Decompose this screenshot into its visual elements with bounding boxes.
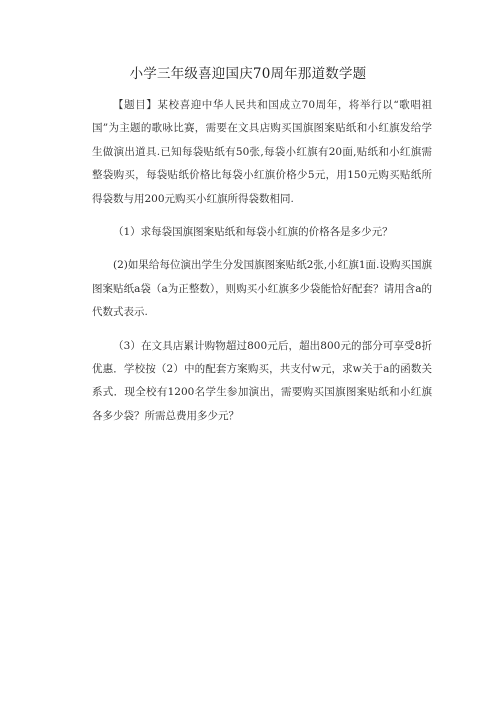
document-title: 小学三年级喜迎国庆70周年那道数学题	[129, 66, 367, 82]
problem-statement: 【题目】某校喜迎中华人民共和国成立70周年，将举行以“歌唱祖国”为主题的歌咏比赛，需要在文具店购买国旗图案贴纸和小红旗发给学生做演出道具.已知每袋贴纸有50张,每袋小红旗有20面,贴纸和小红旗需整袋购买，每袋贴纸价格比每袋小红旗价格少5元，用150元购买贴纸所得袋数与用200元购买小红旗所得袋数相同.	[92, 99, 432, 205]
question-3: （3）在文具店累计购物超过800元后，超出800元的部分可享受8折优惠．学校按（2）中的配套方案购买，共支付w元，求w关于a的函数关系式．现全校有1200名学生参加演出，需要购买国旗图案贴纸和小红旗各多少袋？所需总费用多少元？	[92, 339, 432, 422]
question-2: (2)如果给每位演出学生分发国旗图案贴纸2张,小红旗1面.设购买国旗图案贴纸a袋（a为正整数），则购买小红旗多少袋能恰好配套？请用含a的代数式表示.	[92, 259, 432, 319]
question-1: （1）求每袋国旗图案贴纸和每袋小红旗的价格各是多少元？	[113, 226, 393, 239]
document-body	[92, 94, 432, 438]
